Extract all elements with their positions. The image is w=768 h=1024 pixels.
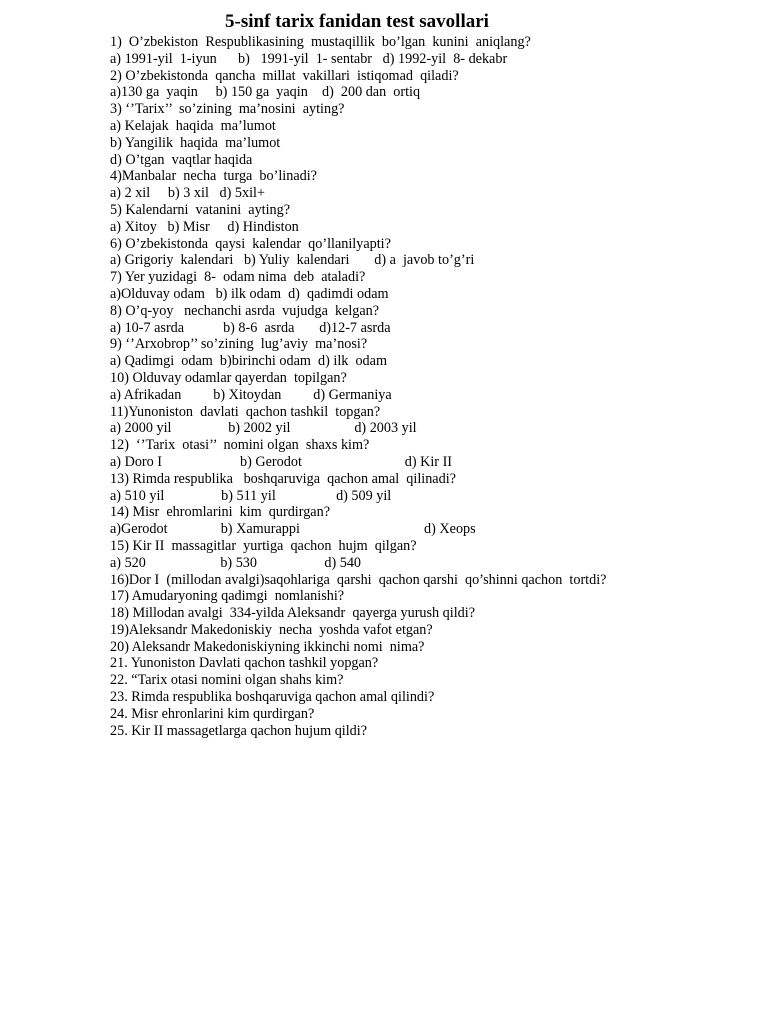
text-line: 10) Olduvay odamlar qayerdan topilgan? — [110, 369, 347, 386]
text-line: 17) Amudaryoning qadimgi nomlanishi? — [110, 588, 345, 605]
text-line: 1) O’zbekiston Respublikasining mustaqillik bo’lgan kunini aniqlang? — [110, 34, 531, 50]
text-line: a) 1991-yil 1-iyun b) 1991-yil 1- sentabr d) 1992-yil 8- dekabr — [110, 50, 508, 67]
text-line: a)130 ga yaqin b) 150 ga yaqin d) 200 dan ortiq — [110, 84, 421, 101]
text-line: a) Qadimgi odam b)birinchi odam d) ilk odam — [110, 353, 387, 370]
text-line: 18) Millodan avalgi 334-yilda Aleksandr qayerga yurush qildi? — [110, 605, 475, 622]
text-line: a) Doro I b) Gerodot d) Kir II — [110, 453, 453, 470]
text-line: 7) Yer yuzidagi 8- odam nima deb ataladi? — [110, 269, 366, 286]
page-title: 5-sinf tarix fanidan test savollari — [225, 11, 489, 32]
text-line: 6) O’zbekistonda qaysi kalendar qo’llanilyapti? — [110, 235, 391, 252]
text-line: a) 10-7 asrda b) 8-6 asrda d)12-7 asrda — [110, 319, 391, 336]
text-line: a) Xitoy b) Misr d) Hindiston — [110, 218, 299, 235]
text-line: a) 520 b) 530 d) 540 — [110, 554, 362, 571]
text-line: a) Kelajak haqida ma’lumot — [110, 117, 276, 134]
text-line: 19)Aleksandr Makedoniskiy necha yoshda vafot etgan? — [110, 621, 433, 638]
text-line: 4)Manbalar necha turga bo’linadi? — [110, 168, 317, 185]
text-line: a) 2 xil b) 3 xil d) 5xil+ — [110, 185, 265, 202]
text-line: 23. Rimda respublika boshqaruviga qachon amal qilindi? — [110, 689, 435, 706]
text-line: 2) O’zbekistonda qancha millat vakillari istiqomad qiladi? — [110, 67, 459, 84]
text-line: 25. Kir II massagetlarga qachon hujum qildi? — [110, 722, 368, 739]
text-line: 3) ‘’Tarix’’ so’zining ma’nosini ayting? — [110, 101, 345, 118]
text-line: d) O’tgan vaqtlar haqida — [110, 151, 253, 168]
text-line: a) 2000 yil b) 2002 yil d) 2003 yil — [110, 420, 417, 437]
text-line: a)Gerodot b) Xamurappi d) Xeops — [110, 521, 476, 538]
text-line: a) Grigoriy kalendari b) Yuliy kalendari d) a javob to’g’ri — [110, 252, 475, 269]
question-list — [110, 34, 760, 739]
text-line: 8) O’q-yoy nechanchi asrda vujudga kelgan? — [110, 302, 380, 319]
text-line: b) Yangilik haqida ma’lumot — [110, 134, 281, 151]
text-line: 13) Rimda respublika boshqaruviga qachon amal qilinadi? — [110, 470, 456, 487]
text-line: a) Afrikadan b) Xitoydan d) Germaniya — [110, 386, 392, 403]
text-line: 15) Kir II massagitlar yurtiga qachon hujm qilgan? — [110, 537, 417, 554]
text-line: a)Olduvay odam b) ilk odam d) qadimdi odam — [110, 285, 389, 302]
text-line: a) 510 yil b) 511 yil d) 509 yil — [110, 487, 392, 504]
text-line: 20) Aleksandr Makedoniskiyning ikkinchi nomi nima? — [110, 638, 425, 655]
text-line: 24. Misr ehronlarini kim qurdirgan? — [110, 705, 315, 722]
text-line: 12) ‘’Tarix otasi’’ nomini olgan shaxs kim? — [110, 437, 370, 454]
text-line: 22. “Tarix otasi nomini olgan shahs kim? — [110, 672, 344, 689]
text-line: 9) ‘’Arxobrop’’ so’zining lug’aviy ma’nosi? — [110, 336, 368, 353]
text-line: 11)Yunoniston davlati qachon tashkil topgan? — [110, 403, 381, 420]
text-line: 5) Kalendarni vatanini ayting? — [110, 201, 291, 218]
text-line: 21. Yunoniston Davlati qachon tashkil yopgan? — [110, 655, 379, 672]
text-line: 14) Misr ehromlarini kim qurdirgan? — [110, 504, 330, 521]
text-line: 16)Dor I (millodan avalgi)saqohlariga qarshi qachon qarshi qo’shinni qachon tortdi? — [110, 571, 607, 588]
